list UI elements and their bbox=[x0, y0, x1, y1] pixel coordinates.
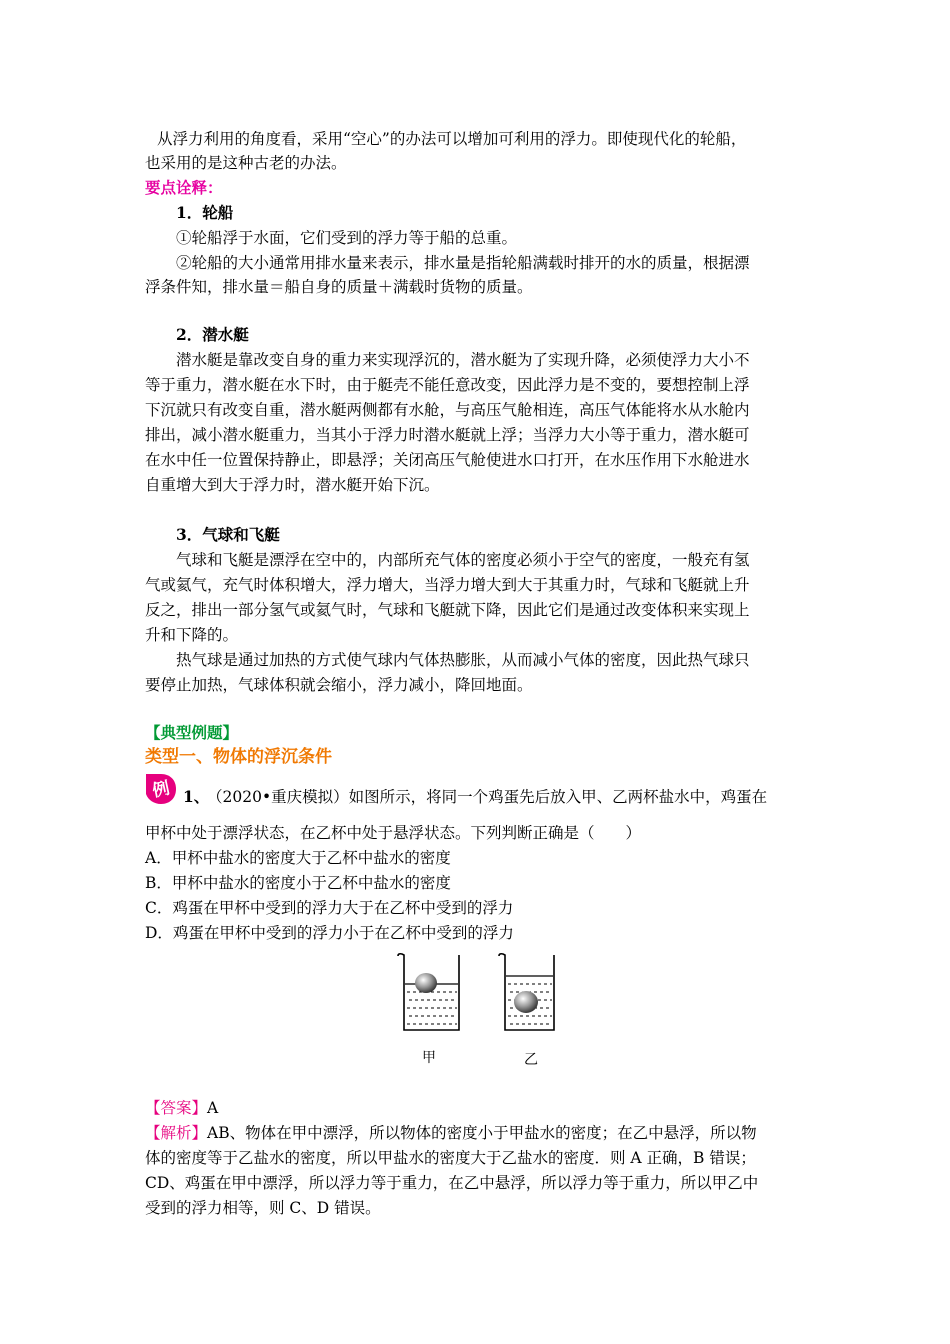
balloon-line: 气或氦气，充气时体积增大，浮力增大，当浮力增大到大于其重力时，气球和飞艇就上升 bbox=[145, 576, 750, 594]
option-d: D．鸡蛋在甲杯中受到的浮力小于在乙杯中受到的浮力 bbox=[145, 924, 514, 942]
analysis-line-1: AB、物体在甲中漂浮，所以物体的密度小于甲盐水的密度；在乙中悬浮，所以物 bbox=[207, 1124, 757, 1142]
beaker-jia bbox=[398, 954, 459, 1030]
question-line-2: 甲杯中处于漂浮状态，在乙杯中处于悬浮状态。下列判断正确是（ ） bbox=[145, 824, 642, 842]
egg-suspended bbox=[514, 991, 538, 1013]
answer-value: A bbox=[207, 1099, 219, 1117]
example-badge-label: 例 bbox=[150, 778, 172, 802]
option-b: B．甲杯中盐水的密度小于乙杯中盐水的密度 bbox=[145, 874, 451, 892]
answer-row bbox=[145, 1096, 218, 1120]
submarine-line: 下沉就只有改变自重，潜水艇两侧都有水舱，与高压气舱相连，高压气体能将水从水舱内 bbox=[145, 401, 750, 419]
balloon-line: 升和下降的。 bbox=[145, 626, 239, 644]
submarine-title: 2．潜水艇 bbox=[176, 325, 249, 344]
ship-point-2-line-1: ②轮船的大小通常用排水量来表示，排水量是指轮船满载时排开的水的质量，根据漂 bbox=[176, 254, 750, 272]
submarine-line: 排出，减小潜水艇重力，当其小于浮力时潜水艇就上浮；当浮力大小等于重力，潜水艇可 bbox=[145, 426, 750, 444]
analysis-row bbox=[145, 1121, 757, 1145]
balloon-line: 气球和飞艇是漂浮在空中的，内部所充气体的密度必须小于空气的密度，一般充有氢 bbox=[176, 551, 750, 569]
answer-tag: 【答案】 bbox=[145, 1099, 208, 1117]
ship-title: 1．轮船 bbox=[176, 203, 234, 222]
typical-examples-heading: 【典型例题】 bbox=[145, 723, 239, 742]
hot-air-balloon-line: 要停止加热，气球体积就会缩小，浮力减小，降回地面。 bbox=[145, 676, 533, 694]
figure-label-jia: 甲 bbox=[422, 1050, 436, 1066]
balloon-title: 3．气球和飞艇 bbox=[176, 525, 280, 544]
submarine-line: 潜水艇是靠改变自身的重力来实现浮沉的，潜水艇为了实现升降，必须使浮力大小不 bbox=[176, 351, 750, 369]
hot-air-balloon-line: 热气球是通过加热的方式使气球内气体热膨胀，从而减小气体的密度，因此热气球只 bbox=[176, 651, 750, 669]
analysis-line-2: 体的密度等于乙盐水的密度，所以甲盐水的密度大于乙盐水的密度．则 A 正确，B 错误； bbox=[145, 1149, 756, 1167]
key-points-heading: 要点诠释： bbox=[145, 178, 223, 197]
analysis-tag: 【解析】 bbox=[145, 1124, 208, 1142]
question-line-1: （2020•重庆模拟）如图所示，将同一个鸡蛋先后放入甲、乙两杯盐水中，鸡蛋在 bbox=[207, 788, 768, 806]
example-badge-icon bbox=[144, 772, 178, 806]
submarine-line: 在水中任一位置保持静止，即悬浮；关闭高压气舱使进水口打开，在水压作用下水舱进水 bbox=[145, 451, 750, 469]
submarine-line: 等于重力，潜水艇在水下时，由于艇壳不能任意改变，因此浮力是不变的，要想控制上浮 bbox=[145, 376, 750, 394]
balloon-line: 反之，排出一部分氢气或氦气时，气球和飞艇就下降，因此它们是通过改变体积来实现上 bbox=[145, 601, 750, 619]
intro-line-2: 也采用的是这种古老的办法。 bbox=[145, 154, 347, 172]
figure-label-yi: 乙 bbox=[524, 1052, 538, 1068]
intro-line-1: 从浮力利用的角度看，采用“空心”的办法可以增加可利用的浮力。即使现代化的轮船， bbox=[157, 130, 747, 148]
egg-floating bbox=[415, 973, 437, 993]
option-a: A．甲杯中盐水的密度大于乙杯中盐水的密度 bbox=[145, 849, 451, 867]
beakers-illustration bbox=[395, 950, 565, 1038]
ship-point-2-line-2: 浮条件知，排水量＝船自身的质量＋满载时货物的质量。 bbox=[145, 278, 533, 296]
analysis-line-4: 受到的浮力相等，则 C、D 错误。 bbox=[145, 1199, 381, 1217]
ship-point-1: ①轮船浮于水面，它们受到的浮力等于船的总重。 bbox=[176, 229, 518, 247]
analysis-line-3: CD、鸡蛋在甲中漂浮，所以浮力等于重力，在乙中悬浮，所以浮力等于重力，所以甲乙中 bbox=[145, 1174, 759, 1192]
submarine-line: 自重增大到大于浮力时，潜水艇开始下沉。 bbox=[145, 476, 440, 494]
beaker-yi bbox=[499, 954, 554, 1030]
beakers-figure bbox=[395, 950, 565, 1075]
example-type-title: 类型一、物体的浮沉条件 bbox=[145, 747, 332, 767]
question-number: 1、 bbox=[183, 787, 210, 806]
option-c: C．鸡蛋在甲杯中受到的浮力大于在乙杯中受到的浮力 bbox=[145, 899, 514, 917]
